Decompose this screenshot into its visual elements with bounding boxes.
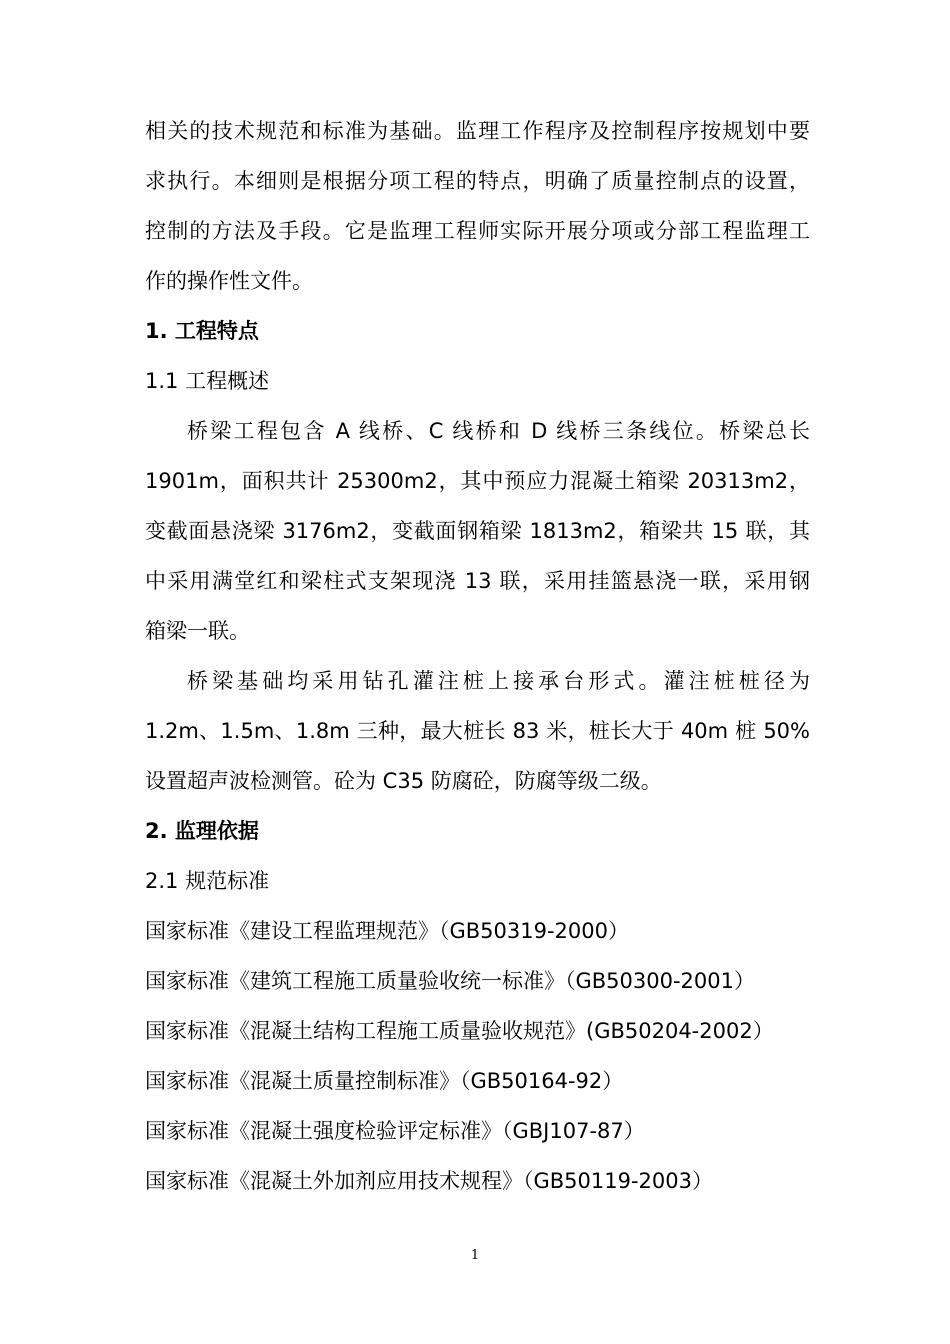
paragraph-line: 1.2m、1.5m、1.8m 三种，最大桩长 83 米，桩长大于 40m 桩 50%: [145, 719, 810, 743]
page-number: 1: [470, 1248, 480, 1263]
paragraph-line: 箱梁一联。: [145, 619, 250, 643]
intro-line: 作的操作性文件。: [145, 269, 313, 293]
section-heading-2: 2. 监理依据: [145, 819, 259, 843]
intro-line: 相关的技术规范和标准为基础。监理工作程序及控制程序按规划中要: [145, 119, 810, 143]
paragraph-line: 设置超声波检测管。砼为 C35 防腐砼，防腐等级二级。: [145, 769, 662, 793]
subsection-heading-1-1: 1.1 工程概述: [145, 369, 270, 393]
standard-item: 国家标准《混凝土质量控制标准》（GB50164-92）: [145, 1069, 624, 1093]
subsection-heading-2-1: 2.1 规范标准: [145, 869, 270, 893]
standard-item: 国家标准《混凝土强度检验评定标准》（GBJ107-87）: [145, 1119, 645, 1143]
paragraph-line: 桥梁基础均采用钻孔灌注桩上接承台形式。灌注桩桩径为: [187, 669, 810, 693]
document-body: [145, 106, 810, 1206]
paragraph-line: 桥梁工程包含 A 线桥、C 线桥和 D 线桥三条线位。桥梁总长: [187, 419, 810, 443]
standard-item: 国家标准《建筑工程施工质量验收统一标准》（GB50300-2001）: [145, 969, 756, 993]
standard-item: 国家标准《建设工程监理规范》（GB50319-2000）: [145, 919, 630, 943]
standard-item: 国家标准《混凝土结构工程施工质量验收规范》(GB50204-2002）: [145, 1019, 774, 1043]
paragraph-line: 变截面悬浇梁 3176m2，变截面钢箱梁 1813m2，箱梁共 15 联，其: [145, 519, 810, 543]
intro-line: 求执行。本细则是根据分项工程的特点，明确了质量控制点的设置，: [145, 169, 810, 193]
intro-line: 控制的方法及手段。它是监理工程师实际开展分项或分部工程监理工: [145, 219, 810, 243]
section-heading-1: 1. 工程特点: [145, 319, 259, 343]
paragraph-line: 1901m，面积共计 25300m2，其中预应力混凝土箱梁 20313m2，: [145, 469, 810, 493]
paragraph-line: 中采用满堂红和梁柱式支架现浇 13 联，采用挂篮悬浇一联，采用钢: [145, 569, 810, 593]
standard-item: 国家标准《混凝土外加剂应用技术规程》（GB50119-2003）: [145, 1169, 714, 1193]
